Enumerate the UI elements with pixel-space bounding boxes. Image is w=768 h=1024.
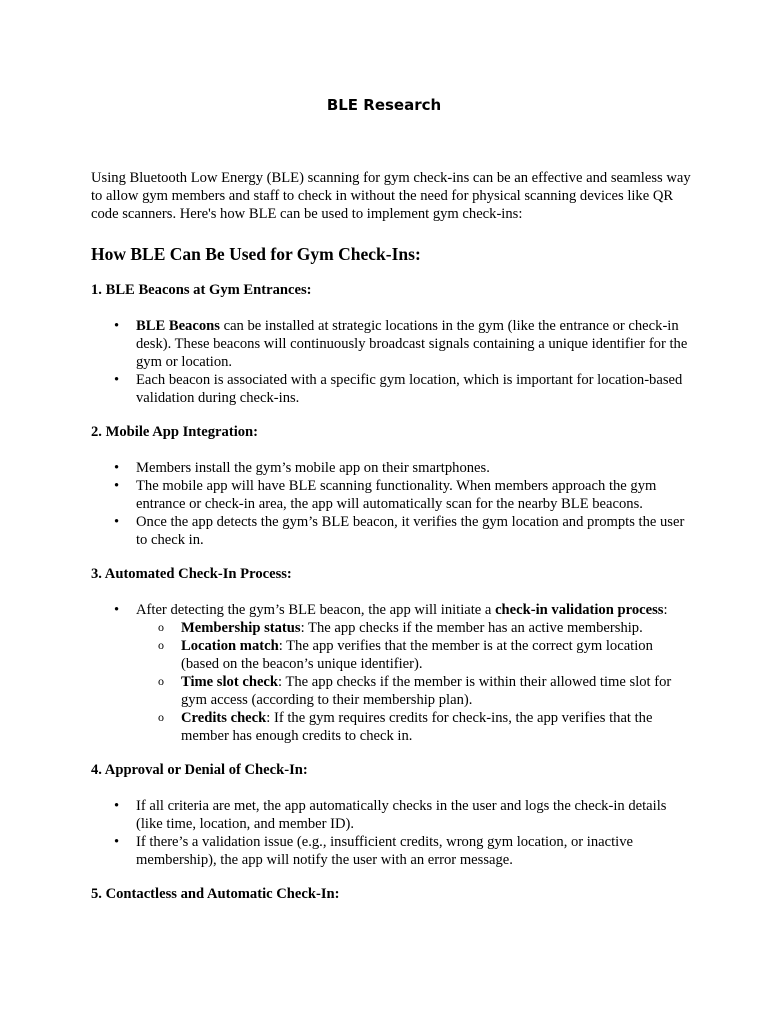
sub-list-item-text: : The app checks if the member has an active membership. bbox=[300, 620, 643, 636]
step-4-list bbox=[91, 797, 691, 869]
sub-list-item-text: : If the gym requires credits for check-ins, the app verifies that the member has enough credits to check in. bbox=[181, 710, 653, 744]
bold-term: Membership status bbox=[181, 620, 301, 636]
list-item bbox=[136, 797, 691, 833]
list-item-text: Once the app detects the gym’s BLE beacon, it verifies the gym location and prompts the user to check in. bbox=[136, 514, 685, 548]
step-1-heading: 1. BLE Beacons at Gym Entrances: bbox=[91, 282, 312, 298]
step-2-list bbox=[91, 459, 691, 549]
intro-paragraph: Using Bluetooth Low Energy (BLE) scanning for gym check-ins can be an effective and seamless way to allow gym members and staff to check in without the need for physical scanning devices like QR code scanners. Here's how BLE can be used to implement gym check-ins: bbox=[91, 170, 691, 222]
list-item bbox=[136, 833, 691, 869]
step-3-heading: 3. Automated Check-In Process: bbox=[91, 566, 292, 582]
list-item-text: If there’s a validation issue (e.g., insufficient credits, wrong gym location, or inactive membership), the app will notify the user with an error message. bbox=[136, 834, 633, 868]
sub-list-item-text: : The app verifies that the member is at the correct gym location (based on the beacon’s unique identifier). bbox=[181, 638, 653, 672]
step-2-heading: 2. Mobile App Integration: bbox=[91, 424, 259, 440]
step-1-list bbox=[91, 317, 691, 407]
sub-list-item bbox=[181, 637, 691, 673]
step-3-list bbox=[91, 601, 691, 745]
sub-list-item-text: : The app checks if the member is within their allowed time slot for gym access (according to their membership plan). bbox=[181, 674, 672, 708]
list-item-text: Each beacon is associated with a specific gym location, which is important for location-based validation during check-ins. bbox=[136, 372, 683, 406]
step-5-heading: 5. Contactless and Automatic Check-In: bbox=[91, 886, 340, 902]
list-item bbox=[136, 601, 691, 745]
list-item-text: : bbox=[663, 602, 668, 618]
sub-list-item bbox=[181, 619, 691, 637]
step-4-heading: 4. Approval or Denial of Check-In: bbox=[91, 762, 308, 778]
bold-term: Credits check bbox=[181, 710, 267, 726]
validation-sublist bbox=[136, 619, 691, 745]
bold-term: BLE Beacons bbox=[136, 318, 220, 334]
bold-term: Time slot check bbox=[181, 674, 279, 690]
list-item bbox=[136, 477, 691, 513]
sub-list-item bbox=[181, 673, 691, 709]
document-body bbox=[91, 169, 691, 903]
list-item bbox=[136, 371, 691, 407]
list-item bbox=[136, 317, 691, 371]
bold-term: check-in validation process bbox=[495, 602, 664, 618]
list-item bbox=[136, 459, 691, 477]
sub-list-item bbox=[181, 709, 691, 745]
section-heading: How BLE Can Be Used for Gym Check-Ins: bbox=[91, 244, 421, 264]
list-item bbox=[136, 513, 691, 549]
list-item-text: If all criteria are met, the app automatically checks in the user and logs the check-in details (like time, location, and member ID). bbox=[136, 798, 667, 832]
bold-term: Location match bbox=[181, 638, 279, 654]
list-item-text: The mobile app will have BLE scanning functionality. When members approach the gym entrance or check-in area, the app will automatically scan for the nearby BLE beacons. bbox=[136, 478, 657, 512]
document-title: BLE Research bbox=[326, 96, 442, 114]
list-item-text: can be installed at strategic locations in the gym (like the entrance or check-in desk). These beacons will continuously broadcast signals containing a unique identifier for the gym or location. bbox=[136, 318, 688, 370]
list-item-text: Members install the gym’s mobile app on their smartphones. bbox=[136, 460, 490, 476]
list-item-text: After detecting the gym’s BLE beacon, the app will initiate a bbox=[136, 602, 496, 618]
